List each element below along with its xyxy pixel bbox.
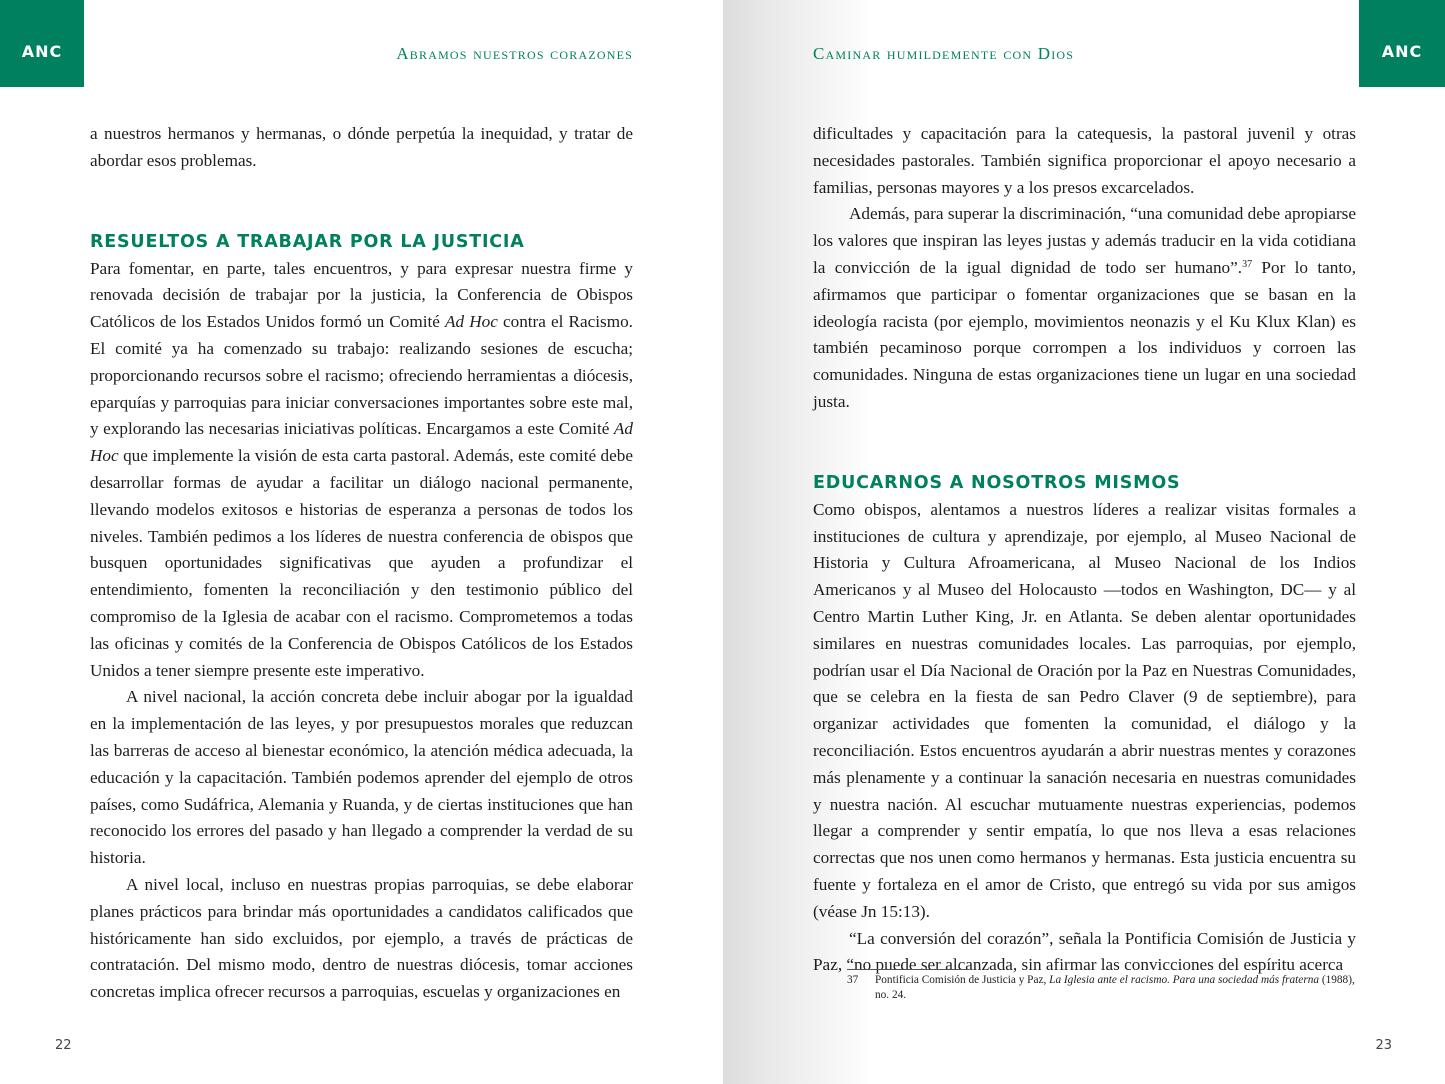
right-body-text — [813, 121, 1356, 979]
paragraph-visitas: Como obispos, alentamos a nuestros líderes a realizar visitas formales a instituciones de cultura y aprendizaje, por ejemplo, al Museo Nacional de Historia y Cultura Afroamericana, al Museo Nacional de los Indios Americanos y al Museo del Holocausto —todos en Washington, DC— y al Centro Martin Luther King, Jr. en Atlanta. Se deben alentar oportunidades similares en nuestras comunidades locales. Las parroquias, por ejemplo, podrían usar el Día Nacional de Oración por la Paz en Nuestras Comunidades, que se celebra en la fiesta de san Pedro Claver (9 de septiembre), para organizar actividades que fomenten la comunidad, el diálogo y la reconciliación. Estos encuentros ayudarán a abrir nuestras mentes y corazones más plenamente y a continuar la sanación necesaria en nuestras comunidades y nuestra nación. Al escuchar mutuamente nuestras experiencias, podemos llegar a comprender y sentir empatía, lo que nos lleva a esas relaciones correctas que nos unen como hermanos y hermanas. Esta justicia encuentra su fuente y fortaleza en el amor de Cristo, que entregó su vida por sus amigos (véase Jn 15:13). — [813, 499, 1356, 921]
section-heading-educarnos: EDUCARNOS A NOSOTROS MISMOS — [813, 472, 1181, 493]
paragraph-nivel-local: A nivel local, incluso en nuestras propias parroquias, se debe elaborar planes prácticos para brindar más oportunidades a candidatos calificados que históricamente han sido excluidos, por ejemplo, a través de prácticas de contratación. Del mismo modo, dentro de nuestras diócesis, tomar acciones concretas implica ofrecer recursos a parroquias, escuelas y organizaciones en — [90, 874, 633, 1002]
section-tab-anc-right: ANC — [1359, 0, 1445, 87]
paragraph-discriminacion — [813, 201, 1356, 415]
page-number-right: 23 — [1375, 1038, 1392, 1053]
text-span: Por lo tanto, afirmamos que participar o fomentar organizaciones que se basan en la ideología racista (por ejemplo, movimientos neonazis y el Ku Klux Klan) es también pecaminoso porque corrompen a los individuos y corroen las comunidades. Ninguna de estas organizaciones tiene un lugar en una sociedad justa. — [813, 257, 1356, 411]
footnote-divider — [847, 969, 969, 970]
paragraph-continuation: a nuestros hermanos y hermanas, o dónde perpetúa la inequidad, y tratar de abordar esos problemas. — [90, 124, 633, 170]
running-head-right: Caminar humildemente con Dios — [813, 44, 1075, 63]
running-head-left: Abramos nuestros corazones — [396, 44, 633, 63]
paragraph-conversion: “La conversión del corazón”, señala la Pontificia Comisión de Justicia y Paz, “no puede ser alcanzada, sin afirmar las convicciones del espíritu acerca — [813, 928, 1356, 975]
footnote-number: 37 — [847, 974, 859, 986]
text-span: Además, para superar la discriminación, “una comunidad debe apropiarse los valores que inspiran las leyes justas y además traducir en la vida cotidiana la convicción de la igual dignidad de todo ser humano”. — [813, 204, 1356, 277]
text-span: contra el Racismo. El comité ya ha comenzado su trabajo: realizando sesiones de escucha; proporcionando recursos sobre el racismo; ofreciendo herramientas a diócesis, eparquías y parroquias para iniciar conversaciones importantes sobre este mal, y explorando las necesarias iniciativas políticas. Encargamos a este Comité — [90, 312, 633, 439]
section-tab-anc-left: ANC — [0, 0, 84, 87]
paragraph-nivel-nacional: A nivel nacional, la acción concreta debe incluir abogar por la igualdad en la implementación de las leyes, y por presupuestos morales que reduzcan las barreras de acceso al bienestar económico, la atención médica adecuada, la educación y la capacitación. También podemos aprender del ejemplo de otros países, como Sudáfrica, Alemania y Ruanda, y de ciertas instituciones que han reconocido los errores del pasado y han llegado a comprender la verdad de su historia. — [90, 687, 633, 868]
footnote-title-italic: La Iglesia ante el racismo. Para una sociedad más fraterna — [1049, 974, 1320, 986]
footnote-37 — [847, 973, 1367, 1003]
footnote-reference[interactable]: 37 — [1242, 258, 1253, 270]
page-number-left: 22 — [55, 1038, 72, 1053]
italic-ad-hoc: Ad Hoc — [445, 312, 498, 332]
italic-ad-hoc: Ad Hoc — [90, 419, 633, 466]
section-heading-justicia: RESUELTOS A TRABAJAR POR LA JUSTICIA — [90, 231, 525, 252]
paragraph-continuation: dificultades y capacitación para la catequesis, la pastoral juvenil y otras necesidades pastorales. También significa proporcionar el apoyo necesario a familias, personas mayores y a los presos excarcelados. — [813, 124, 1356, 197]
text-span: Pontificia Comisión de Justicia y Paz, — [875, 974, 1050, 986]
footnote-text — [875, 973, 1367, 1003]
paragraph-comite — [90, 256, 633, 685]
text-span: Para fomentar, en parte, tales encuentros, y para expresar nuestra firme y renovada decisión de trabajar por la justicia, la Conferencia de Obispos Católicos de los Estados Unidos formó un Comité — [90, 258, 633, 332]
text-span: (1988), no. 24. — [875, 974, 1355, 1001]
text-span: que implemente la visión de esta carta pastoral. Además, este comité debe desarrollar formas de ayudar a facilitar un diálogo nacional permanente, llevando modelos exitosos e historias de esperanza a personas de todos los niveles. También pedimos a los líderes de nuestra conferencia de obispos que busquen oportunidades significativas que ayuden a profundizar el entendimiento, fomenten la reconciliación y den testimonio público del compromiso de la Iglesia de acabar con el racismo. Comprometemos a todas las oficinas y comités de la Conferencia de Obispos Católicos de los Estados Unidos a tener siempre presente este imperativo. — [90, 446, 633, 680]
right-page — [723, 0, 1445, 1084]
left-body-text — [90, 121, 633, 1006]
